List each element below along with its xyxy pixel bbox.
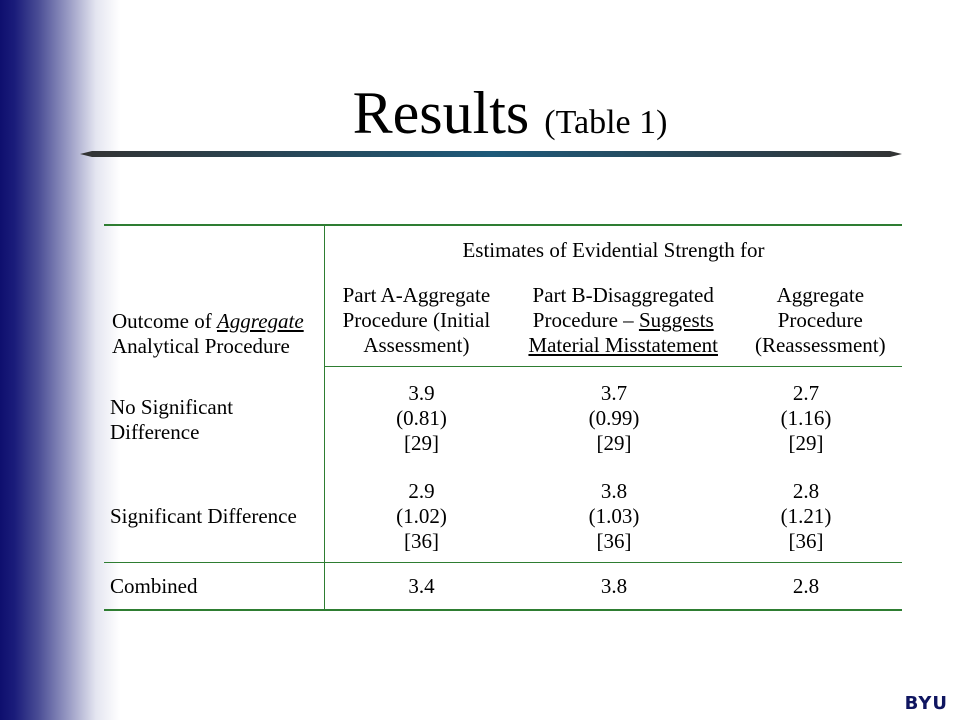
cell-sd: (0.99) xyxy=(588,405,640,430)
group-header: Estimates of Evidential Strength for xyxy=(325,225,903,274)
column-b-line3: Material Misstatement xyxy=(528,332,718,357)
cell-sd: (1.16) xyxy=(780,405,832,430)
cell-mean: 2.9 xyxy=(408,478,435,503)
cell-sd: (1.03) xyxy=(588,503,640,528)
cell-mean: 3.9 xyxy=(408,380,435,405)
cell-r2-c1 xyxy=(325,470,519,563)
column-c-line3: (Reassessment) xyxy=(754,332,886,357)
row-label-no-significant xyxy=(104,366,325,470)
combined-c2: 3.8 xyxy=(518,563,710,611)
row-label-line2: Difference xyxy=(110,420,200,444)
cell-sd: (0.81) xyxy=(396,405,447,430)
column-b-line2 xyxy=(514,308,733,333)
byu-logo: BYU xyxy=(904,693,948,714)
cell-r2-c3 xyxy=(710,470,902,563)
cell-r1-c1 xyxy=(325,366,519,470)
row-header-line2: Analytical Procedure xyxy=(112,334,290,358)
cell-n: [36] xyxy=(596,528,632,553)
column-header-a xyxy=(325,274,508,367)
cell-r1-c2 xyxy=(518,366,710,470)
cell-sd: (1.02) xyxy=(396,503,447,528)
slide-title-sub: (Table 1) xyxy=(544,104,668,141)
cell-mean: 2.8 xyxy=(792,478,820,503)
slide-title xyxy=(0,78,960,158)
cell-n: [29] xyxy=(596,430,632,455)
row-label-significant: Significant Difference xyxy=(104,470,325,563)
cell-sd: (1.21) xyxy=(780,503,832,528)
row-header-emphasis: Aggregate xyxy=(216,309,304,333)
table-row xyxy=(104,563,902,611)
column-a-line1: Part A-Aggregate xyxy=(342,282,491,307)
row-label-line1: No Significant xyxy=(110,395,234,419)
cell-n: [36] xyxy=(404,528,439,553)
cell-r2-c2 xyxy=(518,470,710,563)
row-header-prefix: Outcome of xyxy=(112,309,217,333)
cell-mean: 3.7 xyxy=(600,380,628,405)
column-header-b xyxy=(508,274,739,367)
column-a-line3: Assessment) xyxy=(363,332,470,357)
column-a-line2: Procedure (Initial xyxy=(342,307,491,332)
table-row xyxy=(104,366,902,470)
column-c-line2: Procedure xyxy=(777,307,863,332)
combined-c1: 3.4 xyxy=(325,563,519,611)
cell-n: [36] xyxy=(788,528,824,553)
column-b-line2-plain: Procedure – xyxy=(532,307,639,332)
slide-title-main: Results xyxy=(352,80,530,146)
column-b-line2-underlined: Suggests xyxy=(638,307,714,332)
column-header-c xyxy=(739,274,902,367)
cell-n: [29] xyxy=(788,430,824,455)
column-b-line1: Part B-Disaggregated xyxy=(532,282,714,307)
cell-mean: 3.8 xyxy=(600,478,628,503)
row-label-combined: Combined xyxy=(104,563,325,611)
title-rule xyxy=(80,151,902,157)
combined-c3: 2.8 xyxy=(710,563,902,611)
results-table-body xyxy=(104,366,902,611)
cell-r1-c3 xyxy=(710,366,902,470)
column-c-line1: Aggregate xyxy=(776,282,865,307)
cell-mean: 2.7 xyxy=(792,380,820,405)
table-row xyxy=(104,470,902,563)
row-header-label xyxy=(112,309,304,359)
cell-n: [29] xyxy=(404,430,439,455)
